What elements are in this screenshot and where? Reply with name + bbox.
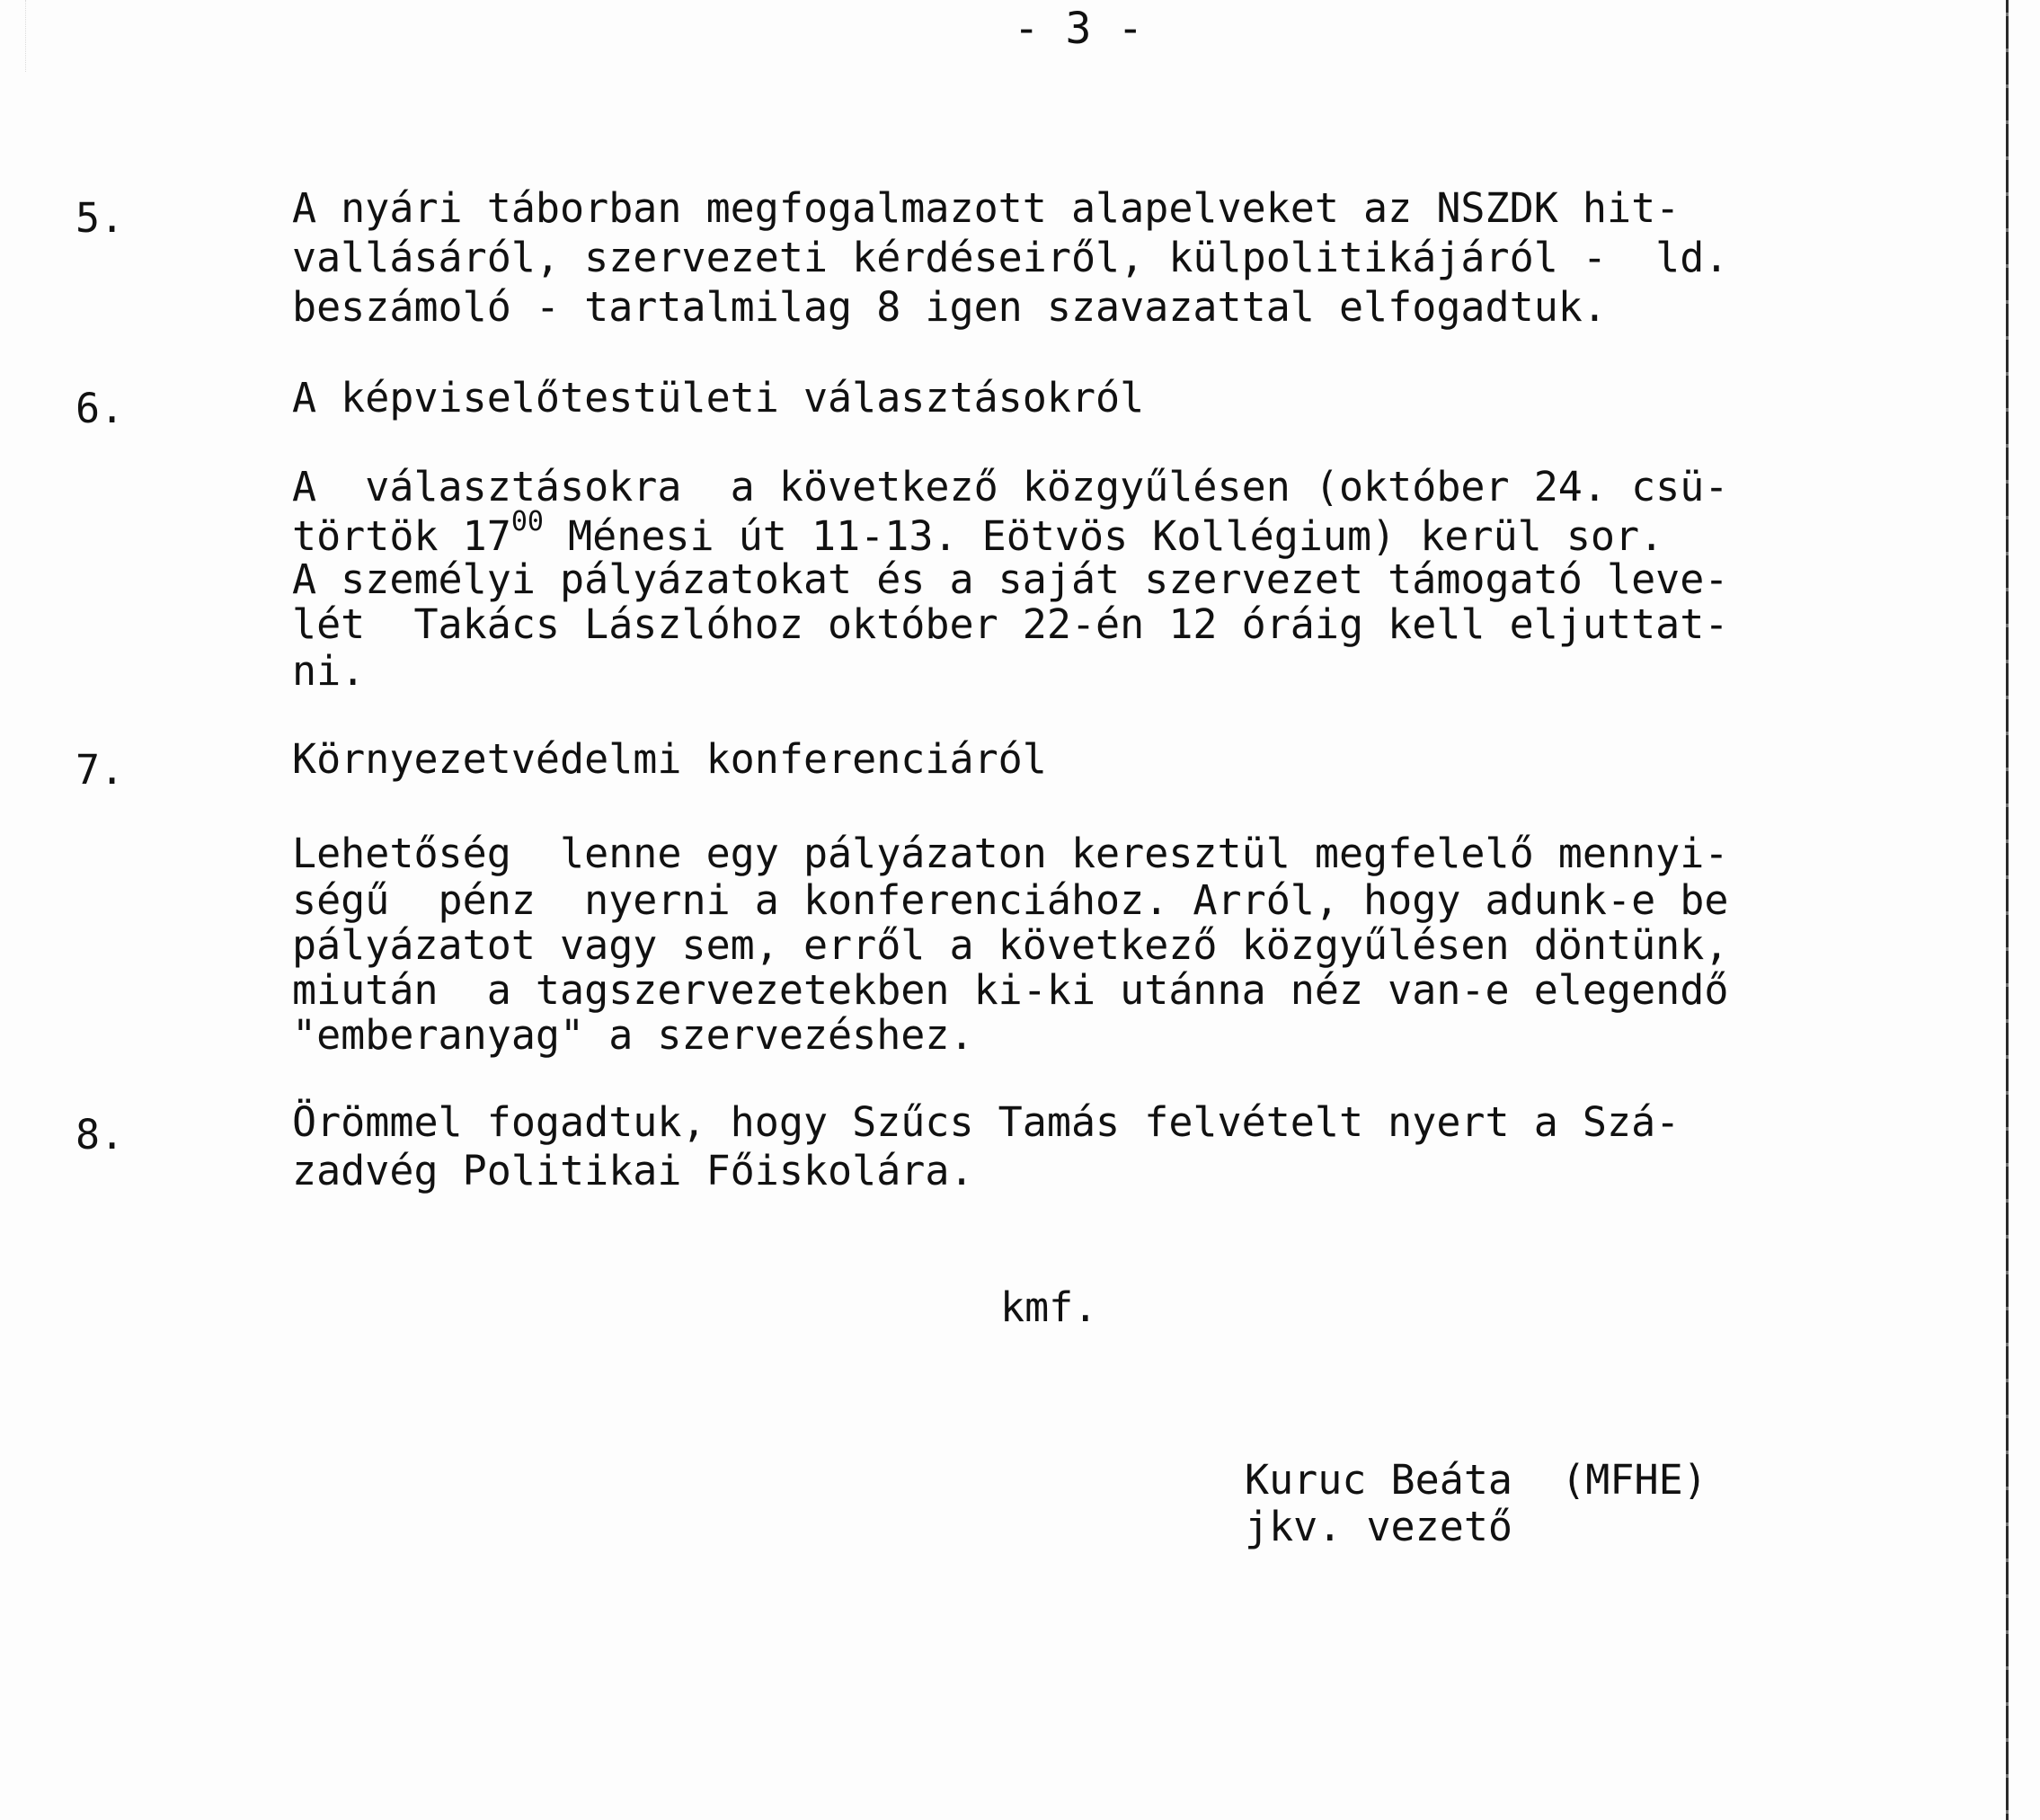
page-edge bbox=[2006, 0, 2009, 1820]
scan-corner-mark bbox=[0, 0, 26, 72]
item-6-heading: A képviselőtestületi választásokról bbox=[292, 374, 1145, 422]
item-6-line: lét Takács Lászlóhoz október 22-én 12 óráig kell eljuttat- bbox=[292, 600, 1729, 648]
item-number-8: 8. bbox=[75, 1111, 125, 1159]
item-7-heading: Környezetvédelmi konferenciáról bbox=[292, 735, 1047, 783]
item-5-line: beszámoló - tartalmilag 8 igen szavazattal elfogadtuk. bbox=[292, 283, 1607, 331]
item-number-6: 6. bbox=[75, 385, 125, 432]
item-7-line: miután a tagszervezetekben ki-ki utánna néz van-e elegendő bbox=[292, 966, 1729, 1014]
item-5-line: A nyári táborban megfogalmazott alapelveket az NSZDK hit- bbox=[292, 184, 1681, 232]
item-7-line: ségű pénz nyerni a konferenciához. Arról, hogy adunk-e be bbox=[292, 876, 1729, 924]
item-6-line: ni. bbox=[292, 647, 366, 695]
item-7-line: Lehetőség lenne egy pályázaton keresztül megfelelő mennyi- bbox=[292, 830, 1729, 877]
item-number-7: 7. bbox=[75, 746, 125, 794]
signature-name: Kuruc Beáta (MFHE) bbox=[1245, 1456, 1707, 1504]
item-number-5: 5. bbox=[75, 194, 125, 242]
item-6-line-text: törtök 17 bbox=[292, 512, 511, 560]
closing-kmf: kmf. bbox=[1000, 1283, 1098, 1331]
item-8-line: Örömmel fogadtuk, hogy Szűcs Tamás felvételt nyert a Szá- bbox=[292, 1098, 1681, 1146]
time-superscript: 00 bbox=[510, 506, 544, 537]
item-7-line: "emberanyag" a szervezéshez. bbox=[292, 1011, 974, 1059]
item-5-line: vallásáról, szervezeti kérdéseiről, külpolitikájáról - ld. bbox=[292, 234, 1729, 281]
item-6-line: A személyi pályázatokat és a saját szervezet támogató leve- bbox=[292, 555, 1729, 603]
item-7-line: pályázatot vagy sem, erről a következő közgyűlésen döntünk, bbox=[292, 921, 1729, 969]
item-6-line-text: Ménesi út 11-13. Eötvös Kollégium) kerül sor. bbox=[543, 512, 1664, 560]
signature-role: jkv. vezető bbox=[1245, 1503, 1513, 1550]
item-8-line: zadvég Politikai Főiskolára. bbox=[292, 1147, 974, 1194]
item-6-line: A választásokra a következő közgyűlésen (október 24. csü- bbox=[292, 463, 1729, 510]
page-number: - 3 - bbox=[1013, 4, 1144, 54]
